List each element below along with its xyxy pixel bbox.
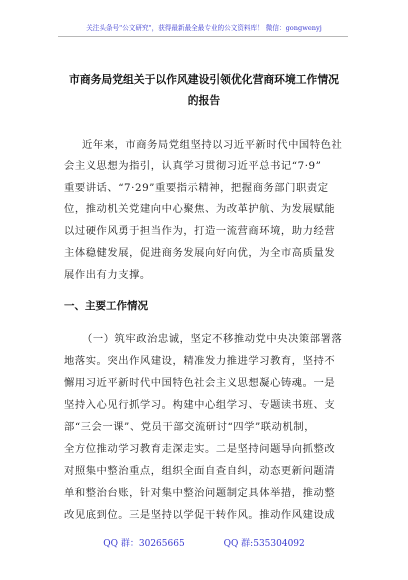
- footer-qq-group-1: QQ 群：30265665: [103, 539, 185, 549]
- header-divider: [58, 36, 348, 37]
- intro-line: 位，推动机关党建向中心聚焦、为改革护航、为发展赋能: [64, 203, 336, 215]
- intro-line: 重要讲话、“7·29”重要指示精神，把握商务部门职责定: [64, 182, 329, 194]
- section-line: 对照集中整治重点，组织全面自查自纠，动态更新问题清: [64, 465, 336, 477]
- footer: [0, 536, 408, 549]
- section-line: 单和整治台账，针对集中整治问题制定具体举措，推动整: [64, 487, 336, 499]
- intro-line: 主体稳健发展，促进商务发展向好向优，为全市高质量发: [64, 247, 336, 259]
- section-line: 地落实。突出作风建设，精准发力推进学习教育，坚持不: [64, 355, 336, 367]
- header-banner: 关注头条号"公文研究"，获得最新最全最专业的公文资料库！ 微信：gongwenyj: [86, 24, 322, 32]
- section-heading: 一、主要工作情况: [64, 300, 148, 312]
- section-line: （一）筑牢政治忠诚，坚定不移推动党中央决策部署落: [82, 333, 343, 345]
- intro-line: 以过硬作风勇于担当作为，打造一流营商环境，助力经营: [64, 225, 336, 237]
- section-line: 懈用习近平新时代中国特色社会主义思想凝心铸魂。一是: [64, 377, 336, 389]
- section-line: 部“三会一课”、党员干部交流研讨“四学”联动机制，: [64, 421, 316, 433]
- footer-qq-group-2: QQ 群:535304092: [223, 539, 305, 549]
- document-title-line-2: 的报告: [187, 94, 221, 107]
- section-line: 坚持入心见行抓学习。构建中心组学习、专题读书班、支: [64, 399, 336, 411]
- intro-line: 会主义思想为指引，认真学习贯彻习近平总书记“7·9”: [64, 160, 322, 172]
- intro-line: 近年来，市商务局党组坚持以习近平新时代中国特色社: [82, 139, 343, 151]
- section-line: 改见底到位。三是坚持以学促干转作风。推动作风建设成: [64, 509, 336, 521]
- document-title-line-1: 市商务局党组关于以作风建设引领优化营商环境工作情况: [69, 73, 339, 86]
- section-line: 全方位推动学习教育走深走实。二是坚持问题导向抓整改: [64, 443, 336, 455]
- intro-line: 展作出有力支撑。: [64, 269, 151, 281]
